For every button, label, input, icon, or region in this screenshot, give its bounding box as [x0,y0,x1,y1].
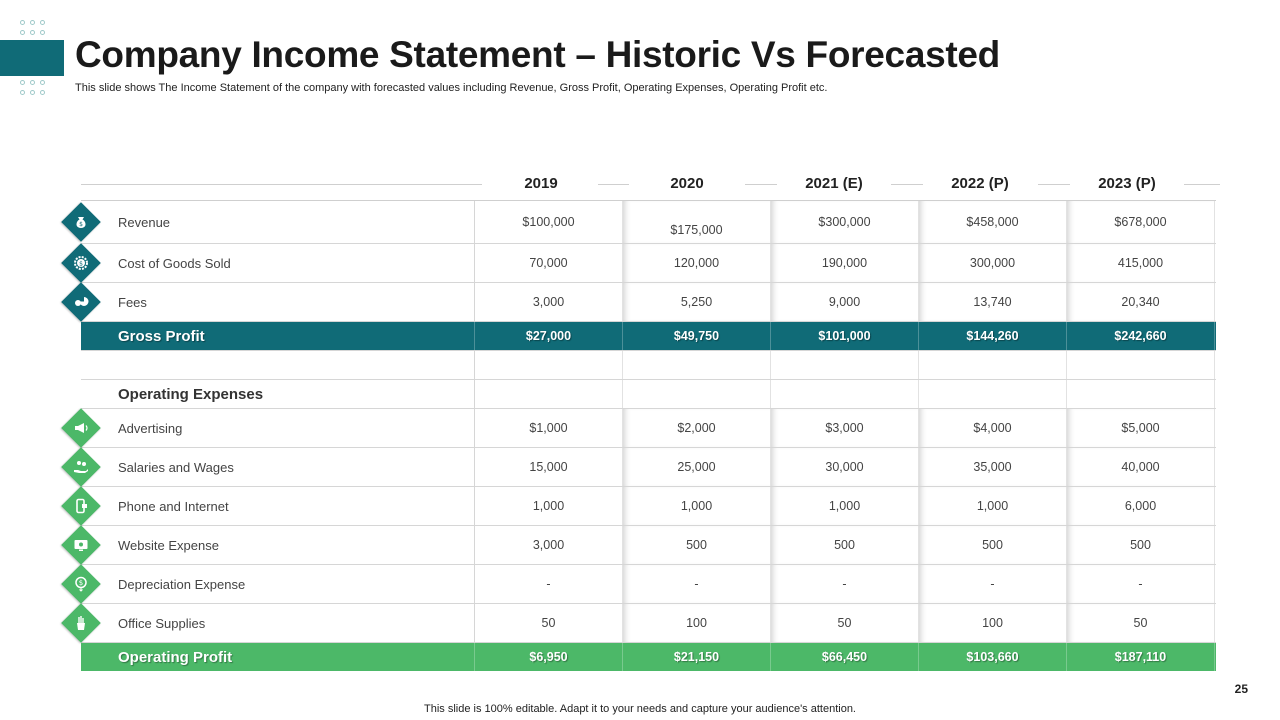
value-cell: 1,000 [771,487,919,525]
value-cell [1067,380,1215,408]
value-cell: 50 [771,604,919,642]
value-cell: $66,450 [771,643,919,671]
value-cell: 40,000 [1067,448,1215,486]
value-cell: $100,000 [475,201,623,243]
value-cell: 300,000 [919,244,1067,282]
value-cell: $1,000 [475,409,623,447]
value-cell: 70,000 [475,244,623,282]
table-row-fees [81,283,1216,322]
value-cell: $242,660 [1067,322,1215,350]
row-label: Phone and Internet [81,487,475,525]
header-dash [598,184,629,185]
value-cell: $678,000 [1067,201,1215,243]
header-dash [1184,184,1220,185]
value-cell: 1,000 [475,487,623,525]
value-cell: 415,000 [1067,244,1215,282]
value-cell [475,351,623,379]
value-cell: 1,000 [623,487,771,525]
value-cell: 3,000 [475,526,623,564]
value-cell: $4,000 [919,409,1067,447]
year-header-2022: 2022 (P) [951,175,1009,192]
table-row-website [81,526,1216,565]
table-row-operating-profit [81,643,1216,671]
table-row-gross-profit [81,322,1216,350]
value-cell: $103,660 [919,643,1067,671]
row-label: Office Supplies [81,604,475,642]
table-header [81,170,1216,201]
year-header-2023: 2023 (P) [1098,175,1156,192]
value-cell: 50 [1067,604,1215,642]
value-cell: 100 [919,604,1067,642]
svg-text:$: $ [79,260,83,268]
value-cell: 15,000 [475,448,623,486]
value-cell: - [623,565,771,603]
value-cell: 9,000 [771,283,919,321]
value-cell: $175,000 [623,201,771,243]
value-cell: - [1067,565,1215,603]
value-cell: $3,000 [771,409,919,447]
value-cell: $2,000 [623,409,771,447]
value-cell: $101,000 [771,322,919,350]
row-label: Fees [81,283,475,321]
svg-text:$: $ [79,221,83,228]
table-row-office-supplies [81,604,1216,643]
value-cell [1067,351,1215,379]
value-cell: 30,000 [771,448,919,486]
row-label: Operating Profit [81,643,475,671]
value-cell: 500 [771,526,919,564]
table-row-spacer [81,350,1216,380]
value-cell: 500 [919,526,1067,564]
value-cell: $27,000 [475,322,623,350]
value-cell: 20,340 [1067,283,1215,321]
page-number: 25 [1234,682,1248,696]
value-cell: 50 [475,604,623,642]
footer-note: This slide is 100% editable. Adapt it to your needs and capture your audience's attention. [424,703,856,715]
header-dash [1038,184,1070,185]
value-cell: 500 [1067,526,1215,564]
year-header-2019: 2019 [524,175,558,192]
value-cell: 500 [623,526,771,564]
value-cell: 120,000 [623,244,771,282]
table-row-salaries [81,448,1216,487]
row-label: Depreciation Expense [81,565,475,603]
value-cell: 13,740 [919,283,1067,321]
table-row-depreciation [78,565,1216,604]
value-cell: 1,000 [919,487,1067,525]
value-cell: 3,000 [475,283,623,321]
table-row-revenue [81,201,1216,244]
svg-text:$: $ [78,579,84,587]
header-dash [891,184,923,185]
table-row-operating-expenses-heading [81,380,1216,409]
value-cell [771,351,919,379]
value-cell: $144,260 [919,322,1067,350]
value-cell: - [919,565,1067,603]
value-cell [623,380,771,408]
table-row-cogs [81,244,1216,283]
value-cell: $187,110 [1067,643,1215,671]
value-cell: 6,000 [1067,487,1215,525]
value-cell: 35,000 [919,448,1067,486]
value-cell: $49,750 [623,322,771,350]
title-accent-bar [0,40,64,76]
value-cell [771,380,919,408]
row-label: Gross Profit [81,322,475,350]
value-cell: $21,150 [623,643,771,671]
value-cell: - [771,565,919,603]
section-heading: Operating Expenses [81,380,475,408]
value-cell [919,351,1067,379]
value-cell [623,351,771,379]
year-header-2021: 2021 (E) [805,175,863,192]
table-row-phone [81,487,1216,526]
value-cell: $458,000 [919,201,1067,243]
value-cell [475,380,623,408]
row-label: Advertising [81,409,475,447]
year-header-2020: 2020 [670,175,704,192]
table-row-advertising [81,409,1216,448]
slide-title: Company Income Statement – Historic Vs Forecasted [75,34,1000,75]
row-label [81,351,475,379]
income-statement-table [78,170,1216,671]
value-cell: - [475,565,623,603]
value-cell: 5,250 [623,283,771,321]
value-cell: 190,000 [771,244,919,282]
header-divider [81,184,482,185]
header-dash [745,184,777,185]
row-label: Salaries and Wages [81,448,475,486]
value-cell: 100 [623,604,771,642]
value-cell: $5,000 [1067,409,1215,447]
value-cell [919,380,1067,408]
slide-subtitle: This slide shows The Income Statement of the company with forecasted values including Revenue, Gross Profit, Operating Expenses, Operating Profit etc. [75,82,828,94]
row-label: Website Expense [81,526,475,564]
value-cell: 25,000 [623,448,771,486]
row-label: Cost of Goods Sold [81,244,475,282]
row-label: Revenue [81,201,475,243]
value-cell: $6,950 [475,643,623,671]
value-cell: $300,000 [771,201,919,243]
